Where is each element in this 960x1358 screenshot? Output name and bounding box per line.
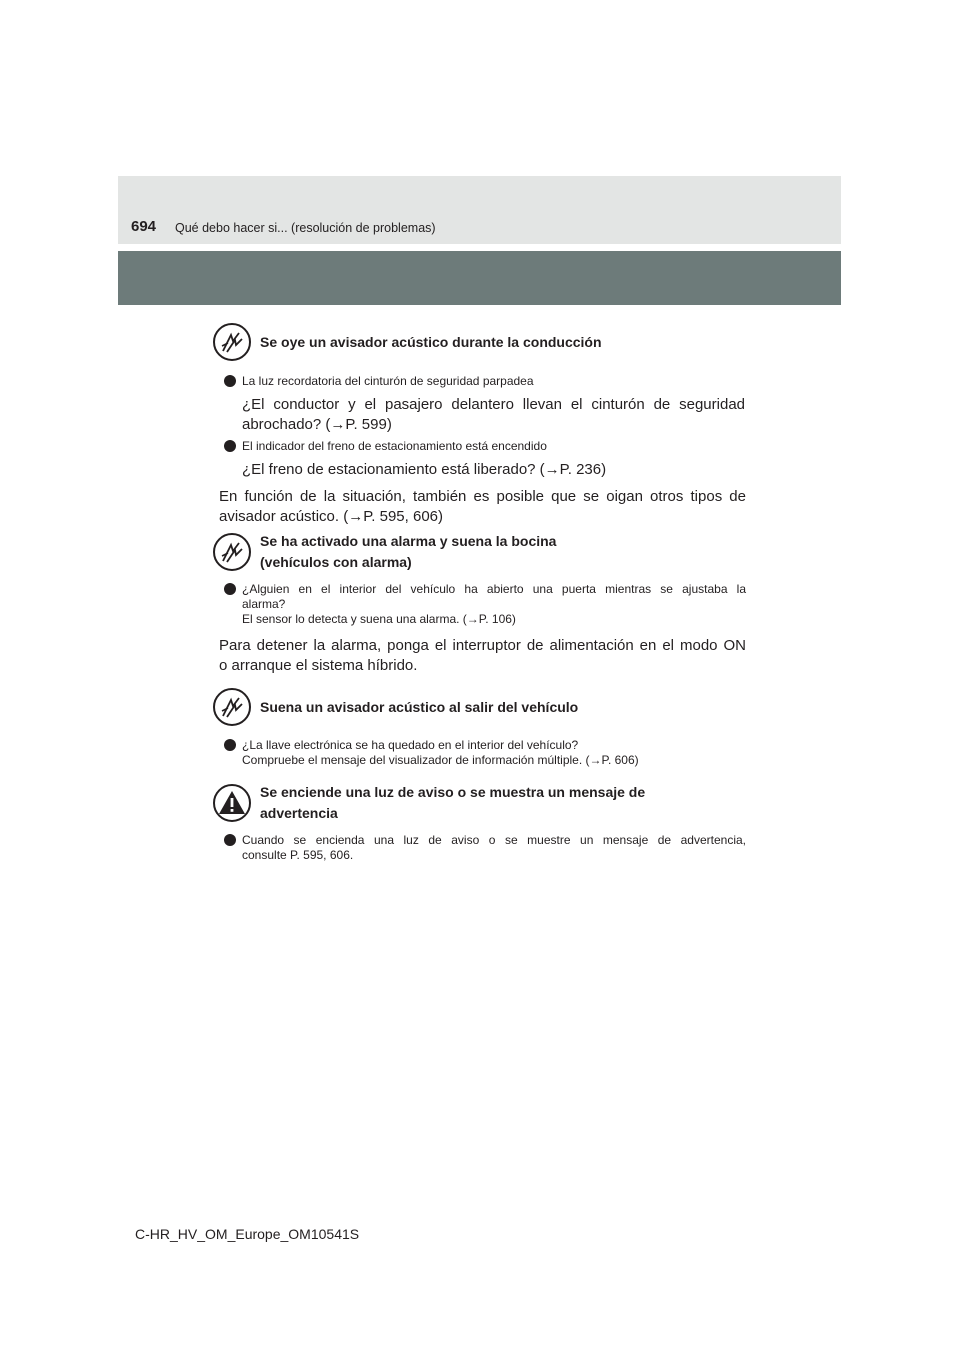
answer-line: ¿El conductor y el pasajero delantero llevan el cinturón de seguridad: [242, 396, 745, 413]
bullet-text: La luz recordatoria del cinturón de seguridad parpadea: [242, 374, 534, 388]
hint-icon: [213, 533, 251, 571]
list-item: [224, 439, 746, 454]
section-heading-text: [260, 531, 556, 573]
bullet-text: consulte P. 595, 606.: [242, 848, 354, 862]
note-line: En función de la situación, también es posible que se oigan otros tipos de: [219, 488, 746, 505]
section-heading-4: [213, 782, 748, 824]
section-band: [118, 251, 841, 305]
note-line: o arranque el sistema híbrido.: [219, 657, 418, 674]
list-item: [224, 738, 746, 768]
footer-code: C-HR_HV_OM_Europe_OM10541S: [135, 1226, 360, 1242]
bullet-text: El sensor lo detecta y suena una alarma. (→P. 106): [242, 612, 516, 626]
answer-line: abrochado? (→P. 599): [242, 416, 392, 433]
section-heading-3: [213, 688, 748, 726]
note-line: Para detener la alarma, ponga el interruptor de alimentación en el modo ON: [219, 637, 746, 654]
page-number: 694: [131, 218, 157, 235]
warning-icon: [213, 784, 251, 822]
section-heading-line: Se ha activado una alarma y suena la bocina: [260, 533, 557, 549]
list-item: [224, 374, 746, 389]
answer-line: ¿El freno de estacionamiento está liberado? (→P. 236): [242, 461, 607, 478]
list-item: [224, 582, 746, 627]
section-heading-text: Se oye un avisador acústico durante la conducción: [260, 333, 602, 350]
hint-icon: [213, 323, 251, 361]
section-heading-line: advertencia: [260, 805, 338, 821]
bullet-text: Cuando se encienda una luz de aviso o se muestre un mensaje de advertencia,: [242, 833, 746, 847]
bullet-dot: [224, 440, 236, 452]
header-title: Qué debo hacer si... (resolución de problemas): [175, 221, 436, 235]
bullet-text: ¿Alguien en el interior del vehículo ha abierto una puerta mientras se ajustaba la: [242, 582, 746, 596]
section-heading-1: [213, 323, 748, 361]
section-heading-text: [260, 782, 746, 824]
bullet-dot: [224, 739, 236, 751]
hint-icon: [213, 688, 251, 726]
section-heading-line: (vehículos con alarma): [260, 554, 412, 570]
bullet-text: Compruebe el mensaje del visualizador de información múltiple. (→P. 606): [242, 753, 639, 767]
section-heading-text: Suena un avisador acústico al salir del vehículo: [260, 698, 579, 715]
bullet-text: alarma?: [242, 597, 286, 611]
bullet-dot: [224, 834, 236, 846]
section-heading-line: Se enciende una luz de aviso o se muestra un mensaje de: [260, 784, 646, 800]
bullet-text: ¿La llave electrónica se ha quedado en el interior del vehículo?: [242, 738, 579, 752]
bullet-dot: [224, 375, 236, 387]
list-item: [224, 833, 746, 863]
bullet-dot: [224, 583, 236, 595]
note-line: avisador acústico. (→P. 595, 606): [219, 508, 444, 525]
section-heading-2: [213, 531, 748, 573]
bullet-text: El indicador del freno de estacionamiento está encendido: [242, 439, 547, 453]
